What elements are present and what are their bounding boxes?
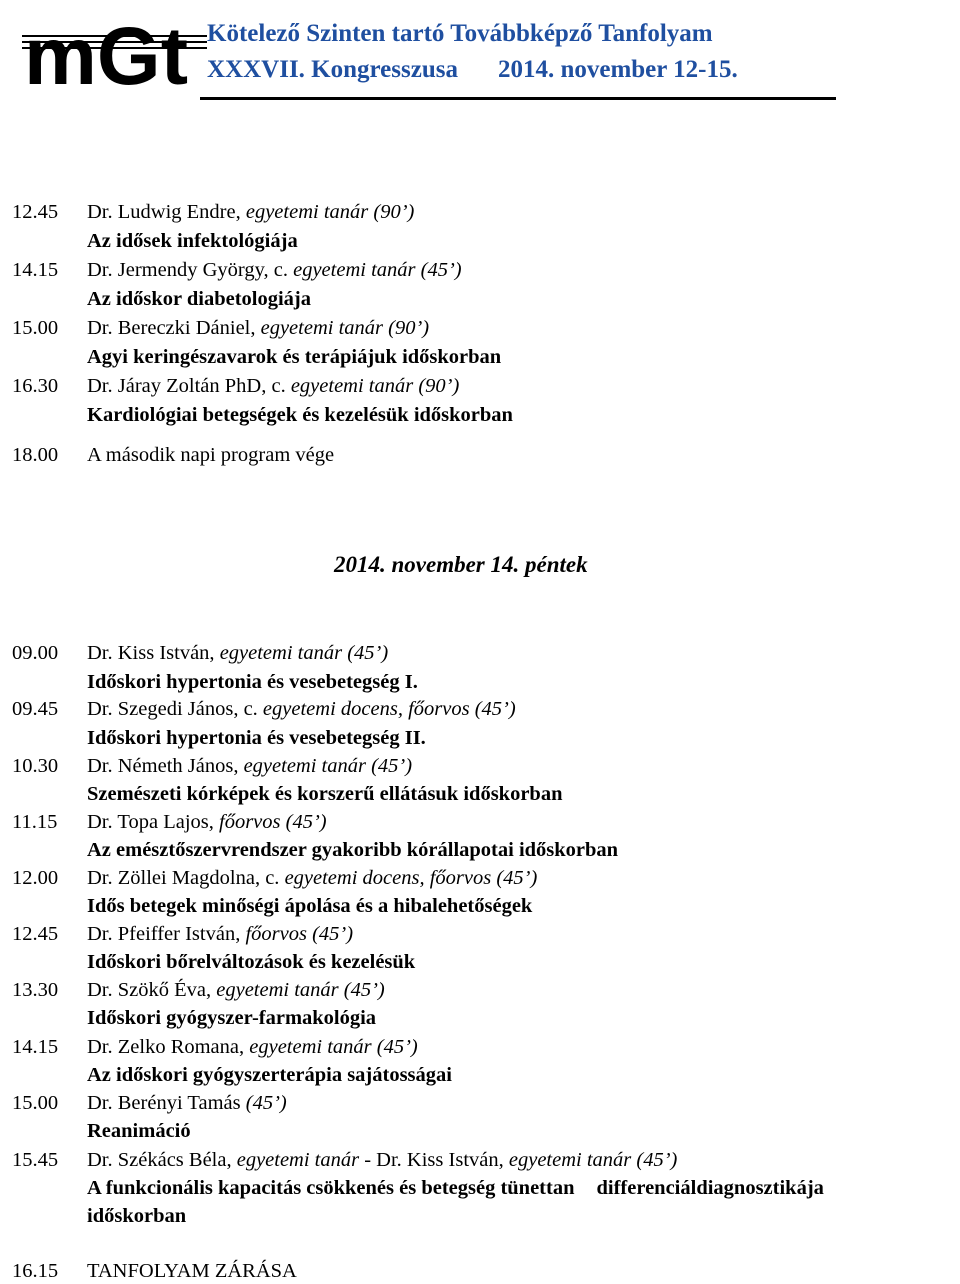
speaker-role: egyetemi tanár (45’) <box>508 1149 678 1171</box>
speaker-name: Dr. Zelko Romana, <box>87 1036 250 1058</box>
closing-text: TANFOLYAM ZÁRÁSA <box>87 1260 297 1282</box>
session-time: 14.15 <box>12 1036 59 1058</box>
speaker-role: egyetemi tanár (45’) <box>293 259 462 281</box>
session-time: 15.00 <box>12 1092 59 1114</box>
speaker-role: egyetemi tanár (90’) <box>245 201 415 223</box>
talk-title: Időskori bőrelváltozások és kezelésük <box>87 951 416 973</box>
talk-title: Reanimáció <box>87 1120 191 1142</box>
speaker-name: Dr. Topa Lajos, <box>87 811 219 833</box>
speaker-role: egyetemi docens, főorvos (45’) <box>284 867 538 889</box>
session-time: 12.45 <box>12 923 59 945</box>
mgt-logo <box>22 6 207 92</box>
talk-title: Szemészeti kórképek és korszerű ellátásuk időskorban <box>87 783 563 805</box>
speaker-name: Dr. Zöllei Magdolna, c. <box>87 867 285 889</box>
talk-title: Az időskor diabetologiája <box>87 288 311 310</box>
speaker-role: egyetemi tanár (45’) <box>219 642 389 664</box>
session-time: 18.00 <box>12 444 59 466</box>
talk-title: Idős betegek minőségi ápolása és a hibalehetőségek <box>87 895 533 917</box>
speaker-name: Dr. Székács Béla, <box>87 1149 237 1171</box>
day-heading: 2014. november 14. péntek <box>334 552 588 577</box>
speaker-role: egyetemi tanár (90’) <box>260 317 430 339</box>
session-time: 11.15 <box>12 811 58 833</box>
talk-title: differenciáldiagnosztikája <box>596 1177 824 1199</box>
session-time: 14.15 <box>12 259 59 281</box>
page-header <box>0 0 960 110</box>
session-time: 16.30 <box>12 375 59 397</box>
session-time: 12.00 <box>12 867 59 889</box>
speaker-name: Dr. Pfeiffer István, <box>87 923 246 945</box>
talk-title: Agyi keringészavarok és terápiájuk időskorban <box>87 346 502 368</box>
session-time: 15.45 <box>12 1149 59 1171</box>
speaker-role: egyetemi tanár (90’) <box>290 375 460 397</box>
speaker-role: egyetemi docens, főorvos (45’) <box>262 698 516 720</box>
congress-name: XXXVII. Kongresszusa <box>207 56 458 83</box>
talk-title: Kardiológiai betegségek és kezelésük időskorban <box>87 404 513 426</box>
speaker-name: Dr. Szegedi János, c. <box>87 698 263 720</box>
session-time: 15.00 <box>12 317 59 339</box>
talk-title: Az időskori gyógyszerterápia sajátosságai <box>87 1064 452 1086</box>
day-end-text: A második napi program vége <box>87 444 335 466</box>
talk-title: időskorban <box>87 1205 187 1227</box>
session-time: 09.00 <box>12 642 59 664</box>
talk-title: Időskori hypertonia és vesebetegség II. <box>87 727 426 749</box>
speaker-role: főorvos (45’) <box>219 811 327 833</box>
speaker-name: - Dr. Kiss István, <box>359 1149 509 1171</box>
header-title-line2 <box>207 56 738 84</box>
speaker-role: egyetemi tanár (45’) <box>243 755 413 777</box>
talk-title: Az emésztőszervrendszer gyakoribb kórállapotai időskorban <box>87 839 619 861</box>
speaker-name: Dr. Berényi Tamás <box>87 1092 246 1114</box>
speaker-role: egyetemi tanár <box>236 1149 360 1171</box>
talk-title: Időskori hypertonia és vesebetegség I. <box>87 671 418 693</box>
congress-date: 2014. november 12-15. <box>497 56 738 83</box>
header-divider <box>200 97 836 100</box>
session-time: 10.30 <box>12 755 59 777</box>
talk-title: Az idősek infektológiája <box>87 230 298 252</box>
session-time: 13.30 <box>12 979 59 1001</box>
speaker-role: egyetemi tanár (45’) <box>216 979 385 1001</box>
speaker-name: Dr. Ludwig Endre, <box>87 201 246 223</box>
talk-title: A funkcionális kapacitás csökkenés és betegség tünettan <box>87 1177 575 1199</box>
speaker-name: Dr. Bereczki Dániel, <box>87 317 261 339</box>
speaker-name: Dr. Járay Zoltán PhD, c. <box>87 375 291 397</box>
speaker-role: (45’) <box>245 1092 287 1114</box>
speaker-role: főorvos (45’) <box>245 923 354 945</box>
logo-text: mGt <box>24 11 188 92</box>
session-time: 16.15 <box>12 1260 59 1282</box>
header-title-line1: Kötelező Szinten tartó Továbbképző Tanfolyam <box>207 20 713 47</box>
session-time: 09.45 <box>12 698 59 720</box>
session-time: 12.45 <box>12 201 59 223</box>
speaker-name: Dr. Németh János, <box>87 755 244 777</box>
speaker-name: Dr. Szökő Éva, <box>87 979 217 1001</box>
speaker-role: egyetemi tanár (45’) <box>249 1036 418 1058</box>
speaker-name: Dr. Kiss István, <box>87 642 220 664</box>
speaker-name: Dr. Jermendy György, c. <box>87 259 294 281</box>
talk-title: Időskori gyógyszer-farmakológia <box>87 1007 377 1029</box>
